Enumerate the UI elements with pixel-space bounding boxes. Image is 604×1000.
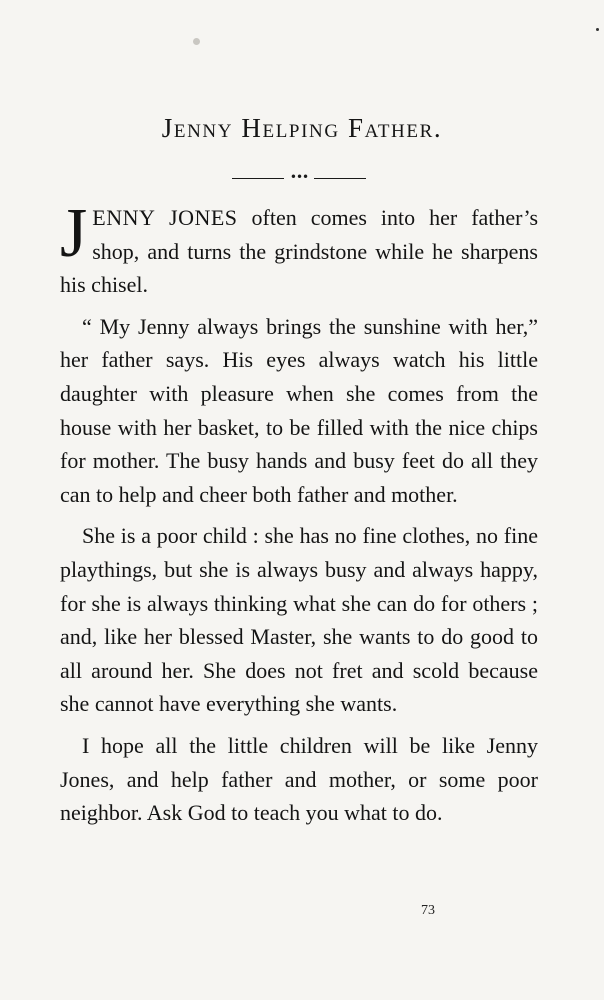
ornament-rule-left (232, 178, 284, 179)
ornament-dots: ••• (289, 170, 309, 184)
page-number: 73 (421, 903, 435, 918)
chapter-body (60, 195, 539, 838)
paragraph-3: She is a poor child : she has no fine clothes, no fine playthings, but she is always busy and always happy, for she is always thinking what she can do for others ; and, like her blessed Master, she wants to do good to all around her. She does not fret and scold because she cannot have everything she wants. (60, 523, 538, 717)
paragraph-1 (60, 195, 539, 302)
paragraph-4: I hope all the little children will be like Jenny Jones, and help father and mother, or some poor neighbor. Ask God to teach you what to do. (60, 732, 538, 826)
paper-speck (193, 38, 200, 45)
chapter-title: Jenny Helping Father. (161, 113, 443, 143)
paper-speck-small (596, 28, 599, 31)
title-ornament (232, 170, 366, 184)
drop-cap: J (60, 195, 88, 272)
paragraph-2: “ My Jenny always brings the sunshine with her,” her father says. His eyes always watch his little daughter with pleasure when she comes from the house with her basket, to be filled with the nice chips for mother. The busy hands and busy feet do all they can to help and cheer both father and mother. (60, 313, 538, 507)
lead-caps: ENNY JONES (92, 205, 238, 230)
ornament-rule-right (314, 178, 366, 179)
paragraph-1-text: often comes into her father’s shop, and turns the grindstone while he sharpens his chisel. (60, 205, 539, 298)
